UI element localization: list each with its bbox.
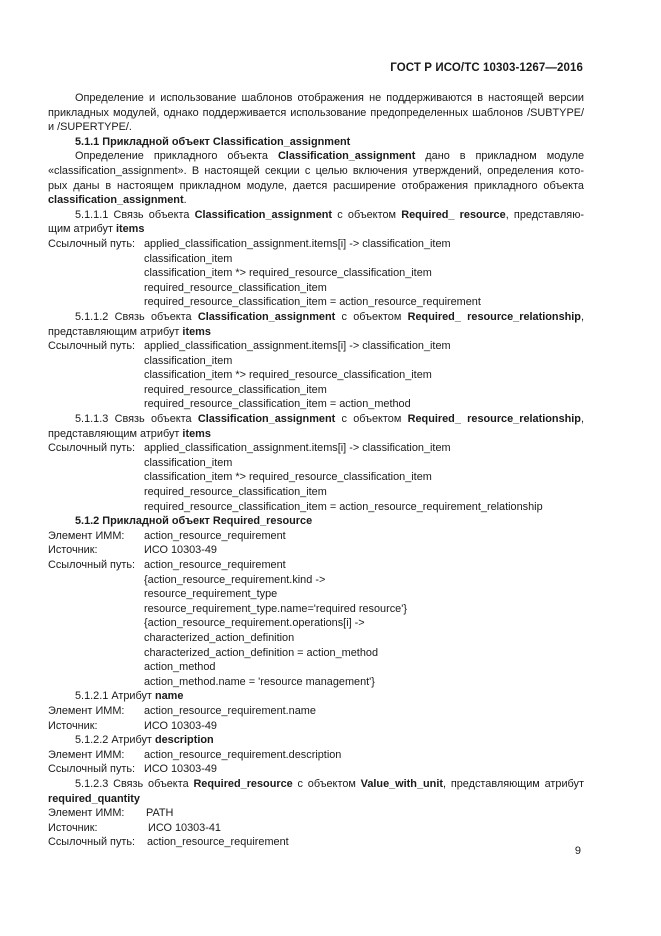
attribute-name: items <box>182 427 211 440</box>
text: представляющим атрибут <box>48 325 183 338</box>
ref-path-value: applied_classification_assignment.items[i] -> classification_item <box>144 340 451 353</box>
ref-path-value: required_resource_classification_item = action_resource_requirement_relationship <box>144 500 543 513</box>
ref-path-value: {action_resource_requirement.kind -> <box>144 573 326 586</box>
imm-row <box>48 806 584 821</box>
text: с объектом <box>335 310 408 323</box>
imm-value: action_resource_requirement.name <box>144 704 316 717</box>
ref-path-value: required_resource_classification_item = action_resource_requirement <box>144 296 481 309</box>
source-value: ИСО 10303-49 <box>144 719 217 732</box>
ref-path-value: classification_item *> required_resource_classification_item <box>144 267 432 280</box>
ref-path-label: Ссылочный путь: <box>48 559 136 571</box>
intro-line: Определение и использование шаблонов отображения не поддерживаются в настоящей версии <box>75 92 584 104</box>
source-row <box>48 719 584 734</box>
entity-name: Required_ resource_relationship <box>407 310 581 323</box>
entity-name: Value_with_unit <box>360 777 443 790</box>
intro-line: и /SUPERTYPE/. <box>48 121 132 134</box>
ref-path-row <box>48 237 584 252</box>
ref-path-value: required_resource_classification_item <box>144 486 327 499</box>
subsection-title-5-1-2-3 <box>48 777 584 792</box>
ref-path-row <box>48 762 584 777</box>
intro-line: прикладных модулей, однако поддерживается использование предопределенных шаблонов /SUBTYPE/ <box>48 106 584 119</box>
entity-name: Classification_assignment <box>197 310 336 323</box>
text: 5.1.1.1 Связь объекта <box>75 208 195 221</box>
ref-path-value: classification_item <box>144 456 233 469</box>
subsection-title-5-1-1-3 <box>48 412 584 427</box>
text: с объектом <box>292 777 361 790</box>
paragraph-line <box>48 149 584 164</box>
attribute-name: items <box>115 223 145 236</box>
entity-name: classification_assignment <box>48 194 184 207</box>
imm-value: action_resource_requirement <box>144 529 286 542</box>
text: дано в прикладном модуле <box>415 150 585 163</box>
ref-path-value: ИСО 10303-49 <box>144 763 217 776</box>
ref-path-row <box>48 558 584 573</box>
attribute-name: items <box>182 325 211 338</box>
entity-name: Classification_assignment <box>277 150 416 163</box>
ref-path-value: classification_item <box>144 354 233 367</box>
ref-path-value: required_resource_classification_item <box>144 281 327 294</box>
attribute-name: description <box>154 734 214 747</box>
ref-path-row <box>48 835 584 850</box>
imm-row <box>48 704 584 719</box>
subsection-title-line <box>48 222 584 237</box>
subsection-title-5-1-1-2 <box>48 310 584 325</box>
imm-row <box>48 529 584 544</box>
text: , <box>580 310 584 323</box>
ref-path-value: action_resource_requirement <box>144 559 286 571</box>
source-label: Источник: <box>48 719 98 732</box>
source-label: Источник: <box>48 821 98 834</box>
ref-path-row <box>48 339 584 354</box>
entity-name: Required_resource <box>193 777 293 790</box>
imm-label: Элемент ИММ: <box>48 807 125 820</box>
source-value: ИСО 10303-49 <box>144 544 217 557</box>
document-header: ГОСТ Р ИСО/ТС 10303-1267—2016 <box>390 62 583 74</box>
source-row <box>48 543 584 558</box>
ref-path-value: applied_classification_assignment.items[i] -> classification_item <box>144 442 451 455</box>
ref-path-value: classification_item *> required_resource_classification_item <box>144 471 432 484</box>
text: 5.1.1.2 Связь объекта <box>75 310 198 323</box>
ref-path-label: Ссылочный путь: <box>48 442 136 455</box>
entity-name: Required_ resource_relationship <box>407 413 581 426</box>
ref-path-row <box>48 441 584 456</box>
text: с объектом <box>335 413 408 426</box>
text: , представляю- <box>505 208 584 221</box>
ref-path-label: Ссылочный путь: <box>48 237 136 250</box>
entity-name: Required_ resource <box>401 208 506 221</box>
imm-row <box>48 748 584 763</box>
subsection-title-5-1-2-2 <box>48 733 584 748</box>
ref-path-value: required_resource_classification_item = action_method <box>144 398 411 411</box>
document-body <box>48 91 584 850</box>
imm-label: Элемент ИММ: <box>48 748 125 761</box>
entity-name: Classification_assignment <box>197 413 336 426</box>
entity-name: Classification_assignment <box>194 208 333 221</box>
ref-path-value: characterized_action_definition = action_method <box>144 646 378 659</box>
ref-path-label: Ссылочный путь: <box>48 340 136 353</box>
ref-path-value: {action_resource_requirement.operations[i] -> <box>144 617 365 630</box>
ref-path-value: required_resource_classification_item <box>144 383 327 396</box>
ref-path-value: action_method.name = 'resource management'} <box>144 675 375 688</box>
subsection-title-line <box>48 427 584 442</box>
ref-path-label: Ссылочный путь: <box>48 836 136 849</box>
ref-path-value: resource_requirement_type <box>144 588 278 601</box>
attribute-name: name <box>154 690 184 703</box>
ref-path-value: action_method <box>144 661 216 674</box>
source-label: Источник: <box>48 544 98 557</box>
paragraph-line: рых даны в настоящем прикладном модуле, дается расширение отображения прикладного объекта <box>48 179 584 192</box>
attribute-name: required_quantity <box>48 792 140 805</box>
text: , <box>580 413 584 426</box>
subsection-title-5-1-2-1 <box>48 689 584 704</box>
text: представляющим атрибут <box>48 427 183 440</box>
text: , представляющим атрибут <box>442 777 584 790</box>
ref-path-label: Ссылочный путь: <box>48 763 136 776</box>
text: Определение прикладного объекта <box>75 150 278 163</box>
imm-label: Элемент ИММ: <box>48 704 125 717</box>
ref-path-value: action_resource_requirement <box>147 836 289 849</box>
imm-value: PATH <box>146 807 174 820</box>
source-row <box>48 821 584 836</box>
subsection-title-line <box>48 325 584 340</box>
text: 5.1.2.2 Атрибут <box>75 734 155 747</box>
paragraph-line: «classification_assignment». В настоящей секции с целью включения утверждений, определения кото- <box>48 164 584 177</box>
imm-value: action_resource_requirement.description <box>144 748 342 761</box>
section-heading-5-1-1: 5.1.1 Прикладной объект Classification_assignment <box>75 135 351 148</box>
ref-path-value: classification_item <box>144 252 233 265</box>
subsection-title-5-1-1-1 <box>48 208 584 223</box>
text: 5.1.2.1 Атрибут <box>75 690 155 703</box>
page-number: 9 <box>574 845 581 857</box>
ref-path-value: applied_classification_assignment.items[i] -> classification_item <box>144 237 451 250</box>
text: 5.1.1.3 Связь объекта <box>75 413 198 426</box>
source-value: ИСО 10303-41 <box>148 821 221 834</box>
ref-path-value: classification_item *> required_resource_classification_item <box>144 369 432 382</box>
ref-path-value: characterized_action_definition <box>144 631 295 644</box>
text: 5.1.2.3 Связь объекта <box>75 777 194 790</box>
text: щим атрибут <box>48 223 116 236</box>
imm-label: Элемент ИММ: <box>48 529 125 542</box>
text: . <box>183 194 187 207</box>
paragraph-line <box>48 193 584 208</box>
ref-path-value: resource_requirement_type.name='required resource'} <box>144 602 407 615</box>
text: с объектом <box>332 208 402 221</box>
section-heading-5-1-2: 5.1.2 Прикладной объект Required_resource <box>75 515 313 528</box>
